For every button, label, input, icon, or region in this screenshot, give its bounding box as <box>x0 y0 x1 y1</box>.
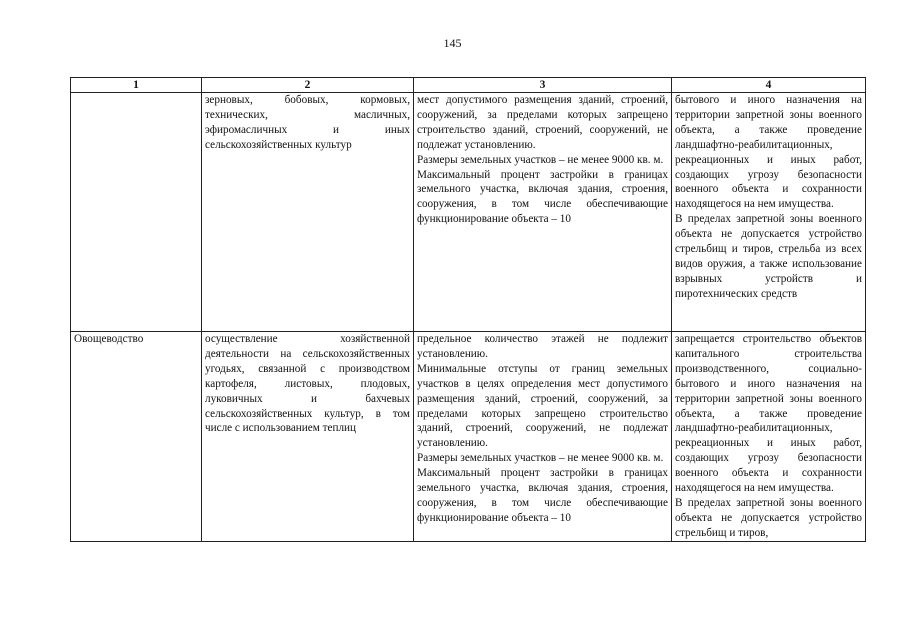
parameters-text: Максимальный процент застройки в границах земельного участка, включая здания, строения, сооружения, в том числе обеспечивающие функционирование объекта – 10 <box>417 168 668 226</box>
header-cell-1: 1 <box>71 78 202 93</box>
use-type-cell <box>71 93 202 332</box>
parameters-text: Максимальный процент застройки в границах земельного участка, включая здания, строения, сооружения, в том числе обеспечивающие функционирование объекта – 10 <box>417 467 668 524</box>
page-number: 145 <box>443 36 462 50</box>
land-use-table <box>70 77 866 542</box>
restrictions-text: запрещается строительство объектов капитального строительства производственного, социально-бытового и иного назначения на территории запретной зоны военного объекта, а также проведение ландшафтно-реабилитационных, рекреационных и иных работ, создающих угрозу безопасности военного объекта и сохранности находящегося на нем имущества. <box>675 333 862 495</box>
header-cell-2: 2 <box>202 78 414 93</box>
parameters-text: Размеры земельных участков – не менее 9000 кв. м. <box>417 153 664 166</box>
parameters-text: предельное количество этажей не подлежит установлению. <box>417 333 668 360</box>
table-header-row <box>71 78 866 93</box>
description-cell <box>202 332 414 542</box>
parameters-text: мест допустимого размещения зданий, строений, сооружений, за пределами которых запрещено строительство зданий, строений, сооружений, не подлежат установлению. <box>417 94 668 151</box>
parameters-cell <box>414 332 672 542</box>
parameters-text: Минимальные отступы от границ земельных участков в целях определения мест допустимого размещения зданий, строений, сооружений, за пределами которых запрещено строительство зданий, строений, сооружений, не подлежат установлению. <box>417 362 668 450</box>
header-cell-3: 3 <box>414 78 672 93</box>
restrictions-cell <box>672 332 866 542</box>
description-cell <box>202 93 414 332</box>
table-row <box>71 332 866 542</box>
table-row <box>71 93 866 332</box>
restrictions-text: В пределах запретной зоны военного объекта не допускается устройство стрельбищ и тиров, стрельба из всех видов оружия, а также использование взрывных устройств и пиротехнических средств <box>675 213 862 300</box>
parameters-cell <box>414 93 672 332</box>
restrictions-text: В пределах запретной зоны военного объекта не допускается устройство стрельбищ и тиров, <box>675 496 862 539</box>
description-text: зерновых, бобовых, кормовых, технических, масличных, эфиромасличных и иных сельскохозяйственных культур <box>205 94 410 151</box>
restrictions-cell <box>672 93 866 332</box>
use-type-cell: Овощеводство <box>71 332 202 542</box>
description-text: осуществление хозяйственной деятельности на сельскохозяйственных угодьях, связанной с производством картофеля, листовых, плодовых, луковичных и бахчевых сельскохозяйственных культур, в том числе с использованием теплиц <box>205 333 410 435</box>
restrictions-text: бытового и иного назначения на территории запретной зоны военного объекта, а также проведение ландшафтно-реабилитационных, рекреационных и иных работ, создающих угрозу безопасности военного объекта и сохранности находящегося на нем имущества. <box>675 94 862 211</box>
parameters-text: Размеры земельных участков – не менее 9000 кв. м. <box>417 452 664 465</box>
header-cell-4: 4 <box>672 78 866 93</box>
